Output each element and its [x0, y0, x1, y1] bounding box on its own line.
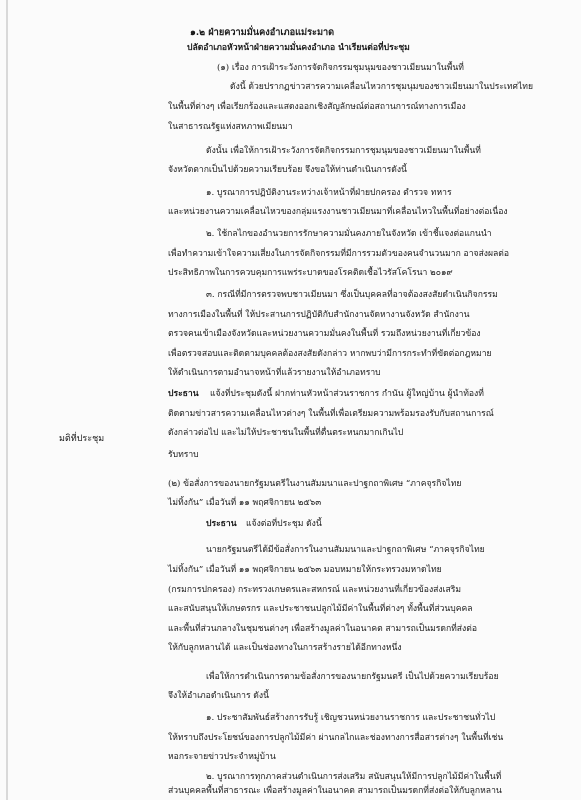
- line: ๑. ประชาสัมพันธ์สร้างการรับรู้ เชิญชวนหน่วยงานราชการ และประชาชนทั่วไป: [206, 713, 496, 723]
- line: และสนับสนุนให้เกษตรกร และประชาชนปลูกไม้มีค่าในพื้นที่ต่างๆ ทั้งพื้นที่ส่วนบุคคล: [168, 604, 473, 614]
- line: ดังกล่าวต่อไป และไม่ให้ประชาชนในพื้นที่ตื่นตระหนกมากเกินไป: [168, 428, 404, 438]
- line: ๑. บูรณาการปฏิบัติงานระหว่างเจ้าหน้าที่ฝ่ายปกครอง ตำรวจ ทหาร: [206, 188, 452, 198]
- item-1-title: (๑) เรื่อง การเฝ้าระวังการจัดกิจกรรมชุมนุมของชาวเมียนมาในพื้นที่: [217, 63, 464, 73]
- line: ทางการเมืองในพื้นที่ ให้ประสานการปฏิบัติกับสำนักงานจัดหางานจังหวัด สำนักงาน: [168, 310, 470, 320]
- line: ในสาธารณรัฐแห่งสหภาพเมียนมา: [168, 122, 293, 132]
- line: รับทราบ: [168, 450, 199, 460]
- line: และพื้นที่ส่วนกลางในชุมชนต่างๆ เพื่อสร้างมูลค่าในอนาคต สามารถเป็นมรดกที่ส่งต่อ: [168, 624, 477, 634]
- section-heading: ๑.๒ ฝ่ายความมั่นคงอำเภอแม่ระมาด: [190, 27, 335, 38]
- line: ประสิทธิภาพในการควบคุมการแพร่ระบาดของโรคติดเชื้อไวรัสโคโรนา ๒๐๑๙: [168, 268, 453, 278]
- resolution-label: มติที่ประชุม: [59, 434, 105, 444]
- line: ในพื้นที่ต่างๆ เพื่อเรียกร้องและแสดงออกเชิงสัญลักษณ์ต่อสถานการณ์ทางการเมือง: [168, 102, 466, 112]
- line: ติดตามข่าวสารความเคลื่อนไหวต่างๆ ในพื้นที่เพื่อเตรียมความพร้อมรองรับกับสถานการณ์: [168, 409, 494, 419]
- line: ให้ทราบถึงประโยชน์ของการปลูกไม้มีค่า ผ่านกลไกและช่องทางการสื่อสารต่างๆ ในพื้นที่เช่น: [168, 733, 504, 743]
- line: ตรวจคนเข้าเมืองจังหวัดและหน่วยงานความมั่นคงในพื้นที่ รวมถึงหน่วยงานที่เกี่ยวข้อง: [168, 329, 481, 339]
- line: ดังนี้ ด้วยปรากฏข่าวสารความเคลื่อนไหวการชุมนุมของชาวเมียนมาในประเทศไทย: [230, 82, 534, 92]
- line: ไม่ทิ้งกัน” เมื่อวันที่ ๑๑ พฤศจิกายน ๒๕๖๓ มอบหมายให้กระทรวงมหาดไทย: [168, 565, 442, 575]
- line: ให้ดำเนินการตามอำนาจหน้าที่แล้วรายงานให้อำเภอทราบ: [168, 368, 381, 378]
- line: ดังนั้น เพื่อให้การเฝ้าระวังการจัดกิจกรรมการชุมนุมของชาวเมียนมาในพื้นที่: [206, 146, 481, 156]
- reporter-line: ปลัดอำเภอหัวหน้าฝ่ายความมั่นคงอำเภอ นำเรียนต่อที่ประชุม: [187, 43, 410, 53]
- line: นายกรัฐมนตรีได้มีข้อสั่งการในงานสัมมนาและปาฐกถาพิเศษ “ภาคจุรกิจไทย: [206, 545, 485, 555]
- line: เพื่อทำความเข้าใจความเสี่ยงในการจัดกิจกรรมที่มีการรวมตัวของคนจำนวนมาก อาจส่งผลต่อ: [168, 249, 510, 259]
- line: ไม่ทิ้งกัน” เมื่อวันที่ ๑๑ พฤศจิกายน ๒๕๖๓: [168, 498, 322, 508]
- chair-label: ประธาน: [168, 389, 199, 399]
- line: จังหวัดตากเป็นไปด้วยความเรียบร้อย จึงขอให้ท่านดำเนินการดังนี้: [168, 165, 407, 175]
- line: ๒. ใช้กลไกของอำนวยการรักษาความมั่นคงภายในจังหวัด เข้าชี้แจงต่อแกนนำ: [206, 229, 492, 239]
- line: ให้กับลูกหลานได้ และเป็นช่องทางในการสร้างรายได้อีกทางหนึ่ง: [168, 643, 402, 653]
- item-2-title: (๒) ข้อสั่งการของนายกรัฐมนตรีในงานสัมมนาและปาฐกถาพิเศษ “ภาคจุรกิจไทย: [168, 479, 462, 489]
- line: ๓. กรณีที่มีการตรวจพบชาวเมียนมา ซึ่งเป็นบุคคลที่อาจต้องสงสัยดำเนินกิจกรรม: [206, 290, 498, 300]
- line: แจ้งที่ประชุมดังนี้ ฝากท่านหัวหน้าส่วนราชการ กำนัน ผู้ใหญ่บ้าน ผู้นำท้องที่: [210, 389, 484, 399]
- line: และหน่วยงานความเคลื่อนไหวของกลุ่มแรงงานชาวเมียนมาที่เคลื่อนไหวในพื้นที่อย่างต่อเนื่อง: [168, 207, 508, 217]
- line: เพื่อตรวจสอบและติดตามบุคคลต้องสงสัยดังกล่าว หากพบว่ามีการกระทำที่ขัดต่อกฎหมาย: [168, 349, 492, 359]
- line: หอกระจายข่าวประจำหมู่บ้าน: [168, 752, 276, 762]
- line: ๒. บูรณาการทุกภาคส่วนดำเนินการส่งเสริม สนับสนุนให้มีการปลูกไม้มีค่าในพื้นที่: [206, 772, 502, 782]
- chair-label: ประธาน: [206, 519, 237, 529]
- line: (กรมการปกครอง) กระทรวงเกษตรและสหกรณ์ และหน่วยงานที่เกี่ยวข้องส่งเสริม: [168, 585, 462, 595]
- line: แจ้งต่อที่ประชุม ดังนี้: [246, 519, 322, 529]
- line: จึงให้อำเภอดำเนินการ ดังนี้: [168, 691, 269, 701]
- line: ส่วนบุคคลพื้นที่สาธารณะ เพื่อสร้างมูลค่าในอนาคต สามารถเป็นมรดกที่ส่งต่อให้กับลูกหลาน: [168, 786, 502, 796]
- line: เพื่อให้การดำเนินการตามข้อสั่งการของนายกรัฐมนตรี เป็นไปด้วยความเรียบร้อย: [206, 672, 499, 682]
